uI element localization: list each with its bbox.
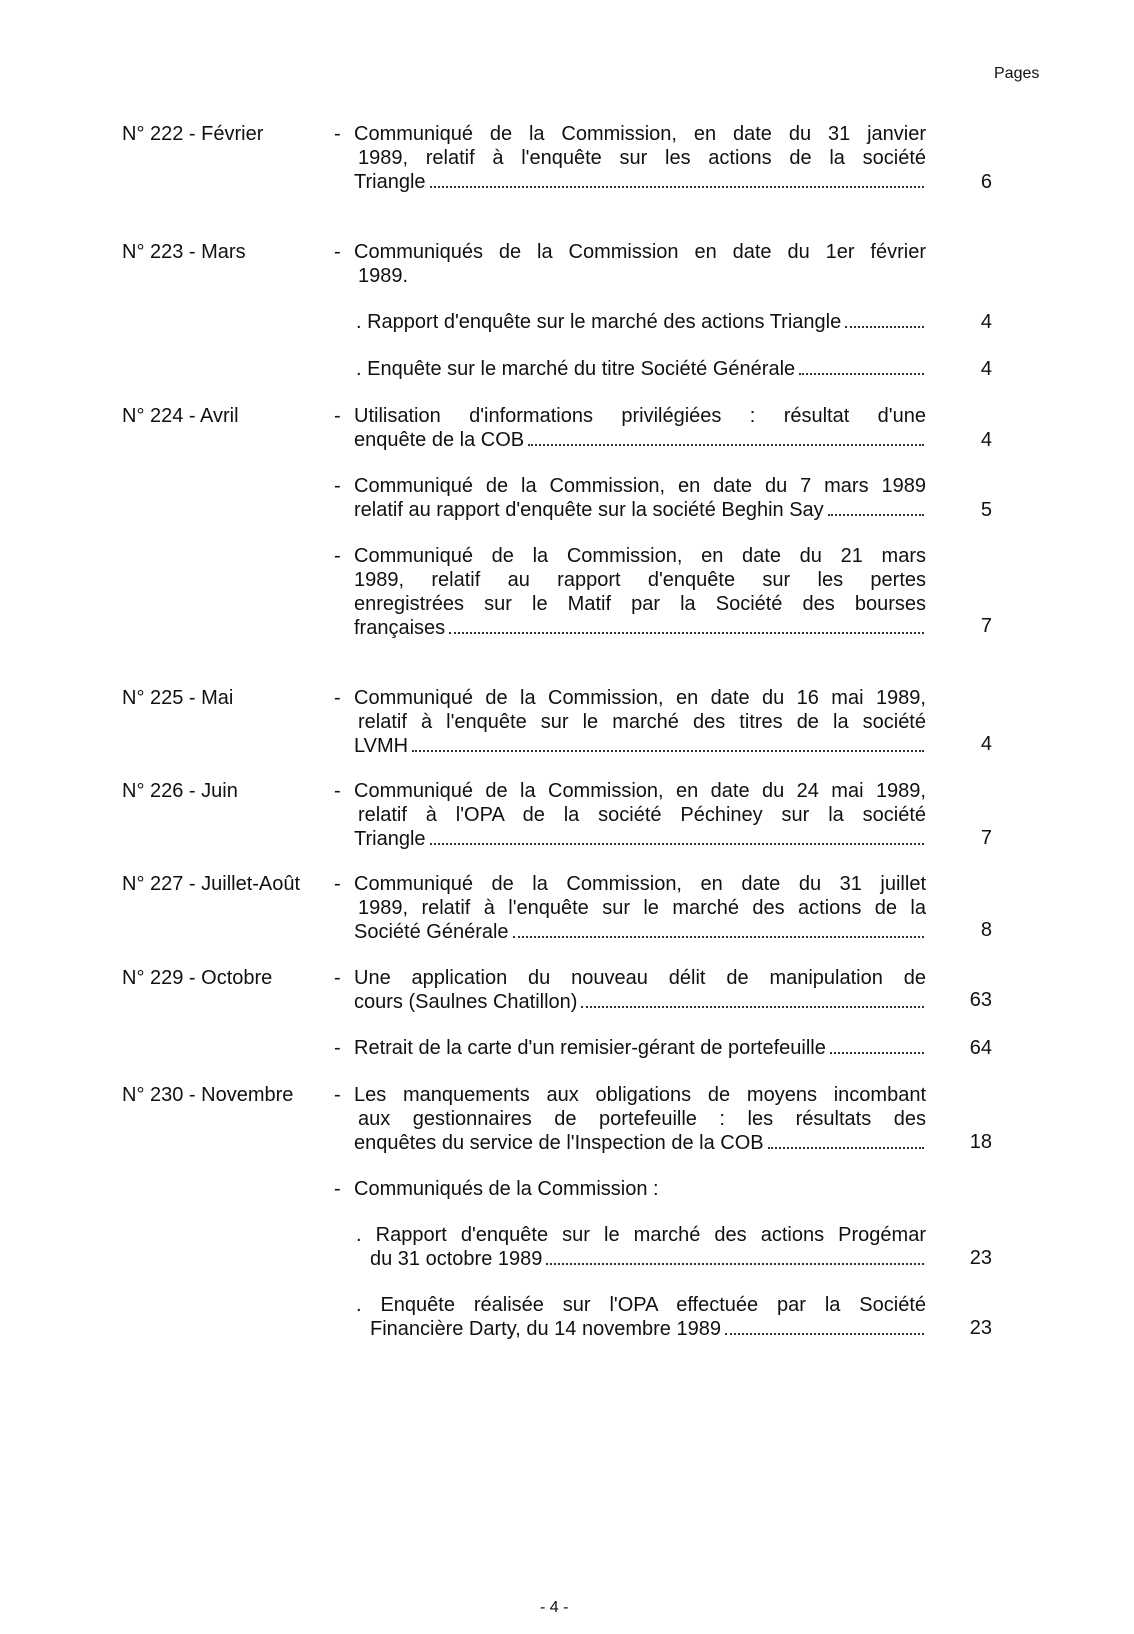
entry-text [354,404,926,452]
entry-leader-line [356,1317,926,1341]
page-number: 4 [980,311,992,333]
entry-line: 1989, relatif au rapport d'enquête sur les pertes [354,569,926,591]
entry-line: 1989, relatif à l'enquête sur les actions de la société [358,147,926,169]
entry-line: Une application du nouveau délit de manipulation de [354,967,926,989]
page-number: 23 [969,1317,992,1339]
entry-line: LVMH [354,735,409,757]
dot-leader [725,1332,924,1335]
entry-line: . Rapport d'enquête sur le marché des actions Triangle [356,311,842,333]
entry-dash: - [334,780,341,802]
issue-label-225: N° 225 - Mai [122,687,234,709]
page-number: 4 [980,429,992,451]
entry-text [354,544,926,640]
dot-leader [528,443,924,446]
entry-leader-line [356,1247,926,1271]
entry-leader-line [354,170,926,194]
entry-line: relatif au rapport d'enquête sur la société Beghin Say [354,499,824,521]
dot-leader [845,325,924,328]
entry-line: Communiqué de la Commission, en date du 24 mai 1989, [354,780,926,802]
entry-text [354,686,926,758]
entry-line: Société Générale [354,921,509,943]
dot-leader [513,935,924,938]
dot-leader [799,372,924,375]
dot-leader [430,842,924,845]
entry-line: Communiqué de la Commission, en date du 7 mars 1989 [354,475,926,497]
page-number: 4 [980,358,992,380]
entry-dash: - [334,241,341,263]
entry-dash: - [334,1084,341,1106]
dot-leader [830,1051,924,1054]
entry-leader-line [356,357,926,381]
entry-text [356,357,926,381]
entry-dash: - [334,123,341,145]
entry-text [354,122,926,194]
entry-line: Triangle [354,828,426,850]
page-number: 5 [980,499,992,521]
entry-line: Les manquements aux obligations de moyens incombant [354,1084,926,1106]
page-number: 63 [969,989,992,1011]
entry-text [356,1293,926,1341]
entry-line: Retrait de la carte d'un remisier-gérant de portefeuille [354,1037,826,1059]
issue-label-223: N° 223 - Mars [122,241,246,263]
entry-dash: - [334,687,341,709]
entry-line: . Rapport d'enquête sur le marché des actions Progémar [356,1224,926,1246]
dot-leader [412,749,924,752]
entry-text [354,240,926,288]
entry-line: . Enquête réalisée sur l'OPA effectuée par la Société [356,1294,926,1316]
dot-leader [828,513,924,516]
entry-line: du 31 octobre 1989 [370,1248,543,1270]
entry-dash: - [334,1037,341,1059]
page-number: 4 [980,733,992,755]
page-number: 23 [969,1247,992,1269]
entry-line: Communiqués de la Commission en date du 1er février [354,241,926,263]
page-number: 6 [980,171,992,193]
entry-leader-line [354,1036,926,1060]
entry-line: . Enquête sur le marché du titre Société Générale [356,358,796,380]
pages-column-header: Pages [994,65,1040,82]
entry-line: 1989. [358,265,409,287]
entry-leader-line [354,1131,926,1155]
entry-leader-line [354,827,926,851]
page-number: 18 [969,1131,992,1153]
entry-leader-line [354,920,926,944]
entry-line: Utilisation d'informations privilégiées : résultat d'une [354,405,926,427]
dot-leader [768,1146,924,1149]
entry-dash: - [334,405,341,427]
entry-text [354,779,926,851]
entry-text [354,1177,926,1201]
entry-leader-line [354,498,926,522]
entry-dash: - [334,545,341,567]
entry-line: Communiqué de la Commission, en date du 16 mai 1989, [354,687,926,709]
entry-leader-line [354,734,926,758]
entry-line: enquête de la COB [354,429,525,451]
page-number: 7 [980,615,992,637]
entry-line: cours (Saulnes Chatillon) [354,991,578,1013]
issue-label-224: N° 224 - Avril [122,405,239,427]
entry-line: Communiqués de la Commission : [354,1178,659,1200]
entry-line: Financière Darty, du 14 novembre 1989 [370,1318,721,1340]
entry-leader-line [354,428,926,452]
page-number: 8 [980,919,992,941]
entry-line: Communiqué de la Commission, en date du 31 juillet [354,873,926,895]
entry-leader-line [354,990,926,1014]
entry-line: Communiqué de la Commission, en date du 21 mars [354,545,926,567]
entry-line: enquêtes du service de l'Inspection de la COB [354,1132,764,1154]
entry-line: aux gestionnaires de portefeuille : les résultats des [358,1108,926,1130]
entry-text [354,1036,926,1060]
entry-text [356,310,926,334]
dot-leader [546,1262,924,1265]
issue-label-222: N° 222 - Février [122,123,264,145]
issue-label-226: N° 226 - Juin [122,780,238,802]
entry-leader-line [354,616,926,640]
entry-text [354,872,926,944]
entry-dash: - [334,1178,341,1200]
entry-text [356,1223,926,1271]
entry-text [354,474,926,522]
footer-page-number: - 4 - [540,1599,569,1616]
entry-text [354,1083,926,1155]
entry-line: Communiqué de la Commission, en date du 31 janvier [354,123,926,145]
issue-label-230: N° 230 - Novembre [122,1084,294,1106]
dot-leader [449,631,924,634]
page-number: 7 [980,827,992,849]
entry-line: relatif à l'OPA de la société Péchiney sur la société [358,804,926,826]
entry-dash: - [334,967,341,989]
page-number: 64 [969,1037,992,1059]
dot-leader [581,1005,924,1008]
issue-label-227: N° 227 - Juillet-Août [122,873,301,895]
issue-label-229: N° 229 - Octobre [122,967,273,989]
entry-line: françaises [354,617,446,639]
entry-line: enregistrées sur le Matif par la Société des bourses [354,593,926,615]
entry-line: relatif à l'enquête sur le marché des titres de la société [358,711,926,733]
entry-dash: - [334,475,341,497]
entry-dash: - [334,873,341,895]
dot-leader [430,185,924,188]
entry-line: Triangle [354,171,426,193]
entry-text [354,966,926,1014]
entry-line: 1989, relatif à l'enquête sur le marché des actions de la [358,897,926,919]
entry-leader-line [356,310,926,334]
